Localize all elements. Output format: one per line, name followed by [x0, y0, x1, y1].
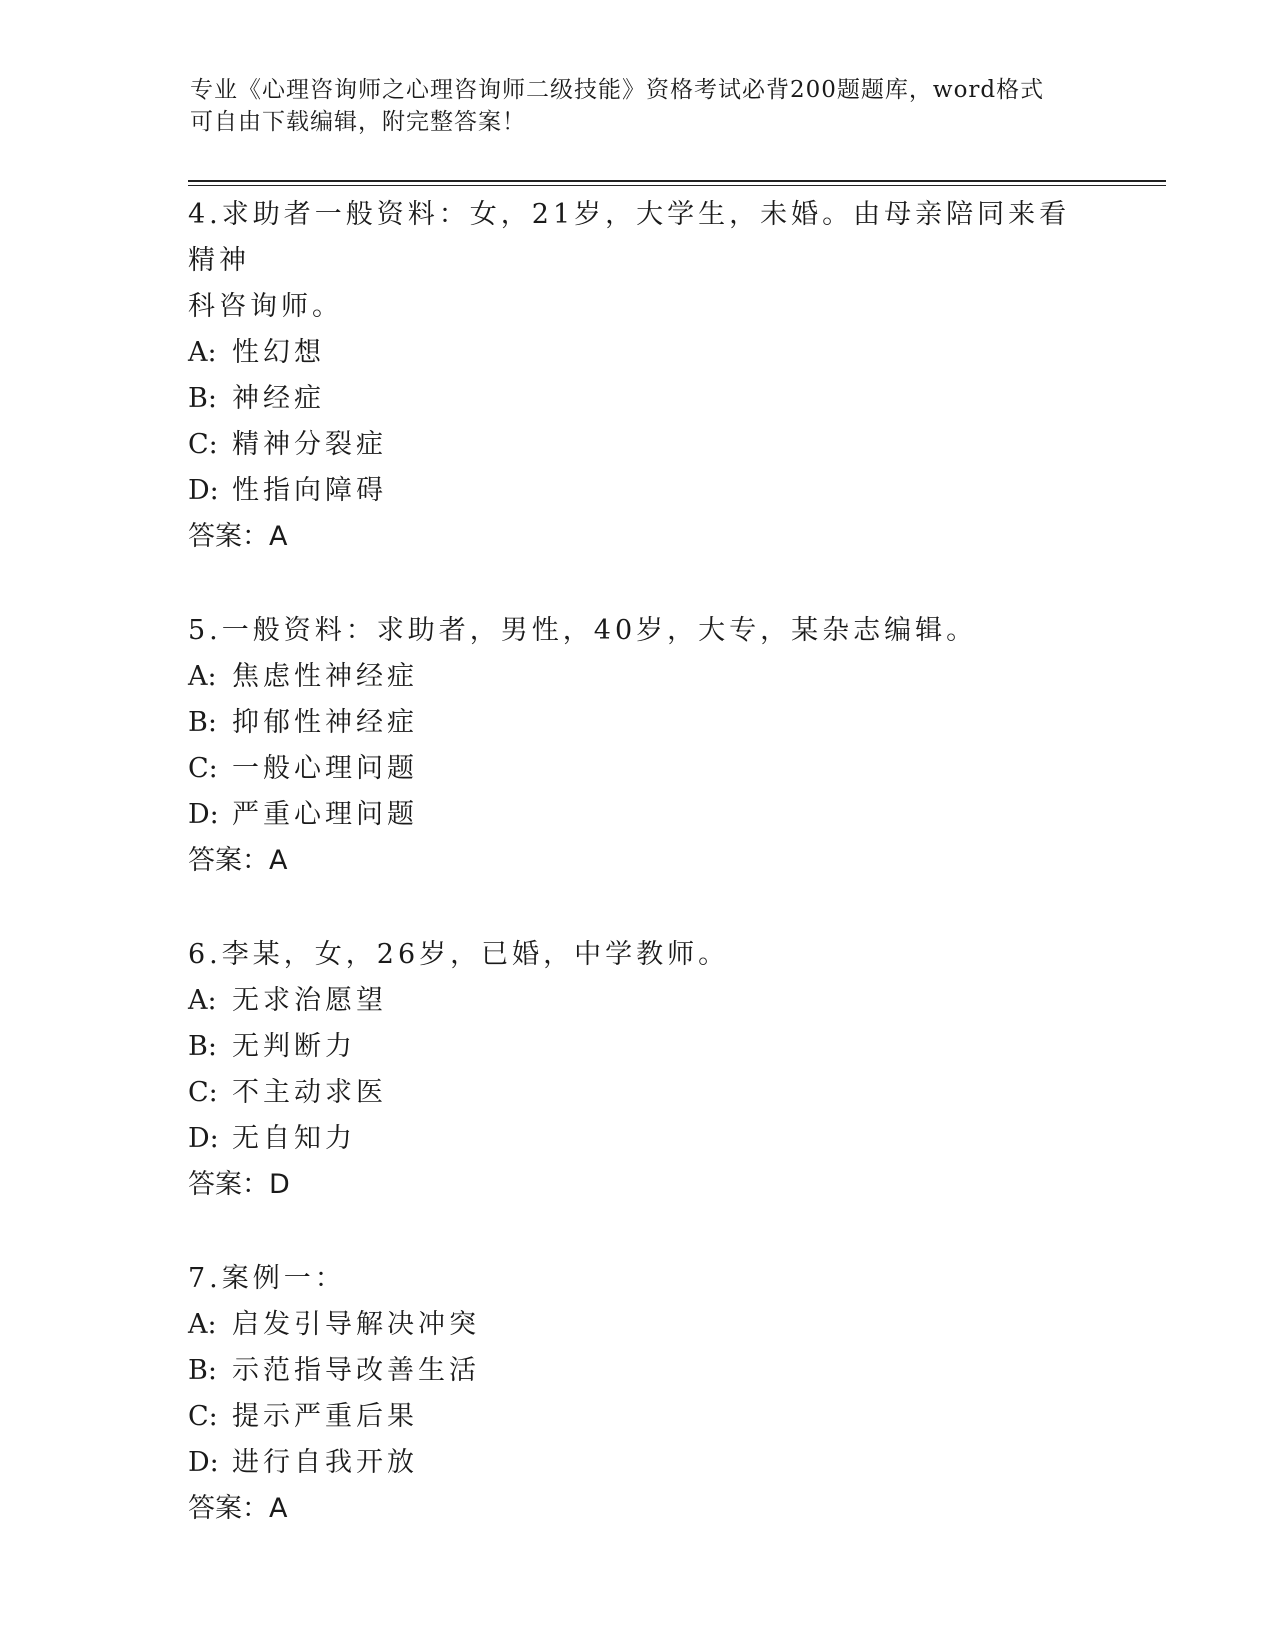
option-letter: D:	[188, 1123, 219, 1154]
question-item	[188, 1256, 1088, 1532]
option-c	[188, 746, 1088, 792]
question-item	[188, 608, 1088, 884]
question-stem: 6.李某，女，26岁，已婚，中学教师。	[188, 939, 730, 970]
option-letter: A:	[188, 337, 217, 368]
header-title-line-1: 专业《心理咨询师之心理咨询师二级技能》资格考试必背200题题库，word格式	[190, 77, 1045, 103]
answer-line: 答案：A	[188, 1493, 288, 1524]
option-b	[188, 376, 1088, 422]
question-item	[188, 192, 1088, 560]
header-title-line-2: 可自由下载编辑，附完整答案！	[190, 109, 526, 135]
option-text: 性幻想	[232, 337, 325, 368]
option-text: 神经症	[232, 383, 325, 414]
option-text: 进行自我开放	[232, 1447, 418, 1478]
option-text: 精神分裂症	[232, 429, 387, 460]
option-d	[188, 1116, 1088, 1162]
question-stem-continued: 科咨询师。	[188, 291, 343, 322]
option-letter: B:	[188, 383, 217, 414]
answer-line: 答案：D	[188, 1169, 290, 1200]
option-text: 抑郁性神经症	[232, 707, 418, 738]
option-c	[188, 422, 1088, 468]
option-text: 严重心理问题	[232, 799, 418, 830]
option-letter: A:	[188, 661, 217, 692]
option-c	[188, 1394, 1088, 1440]
option-a	[188, 1302, 1088, 1348]
answer-line: 答案：A	[188, 845, 288, 876]
option-letter: A:	[188, 1309, 217, 1340]
option-letter: D:	[188, 799, 219, 830]
option-text: 启发引导解决冲突	[232, 1309, 480, 1340]
option-text: 焦虑性神经症	[232, 661, 418, 692]
option-letter: B:	[188, 1355, 217, 1386]
option-a	[188, 978, 1088, 1024]
answer-line: 答案：A	[188, 521, 288, 552]
question-list	[188, 192, 1088, 1580]
option-a	[188, 654, 1088, 700]
header-divider-thin	[188, 185, 1166, 186]
option-letter: B:	[188, 707, 217, 738]
option-text: 示范指导改善生活	[232, 1355, 480, 1386]
document-header	[190, 74, 1090, 138]
option-c	[188, 1070, 1088, 1116]
option-letter: D:	[188, 475, 219, 506]
option-text: 不主动求医	[232, 1077, 387, 1108]
option-b	[188, 1348, 1088, 1394]
option-letter: C:	[188, 1401, 218, 1432]
option-d	[188, 792, 1088, 838]
question-stem: 4.求助者一般资料：女，21岁，大学生，未婚。由母亲陪同来看精神	[188, 199, 1071, 276]
option-letter: A:	[188, 985, 217, 1016]
option-text: 无自知力	[232, 1123, 356, 1154]
header-divider-thick	[188, 180, 1166, 182]
option-text: 提示严重后果	[232, 1401, 418, 1432]
option-letter: B:	[188, 1031, 217, 1062]
option-text: 性指向障碍	[232, 475, 387, 506]
option-d	[188, 1440, 1088, 1486]
option-letter: C:	[188, 753, 218, 784]
question-stem: 7.案例一：	[188, 1263, 346, 1294]
option-b	[188, 700, 1088, 746]
question-stem: 5.一般资料：求助者，男性，40岁，大专，某杂志编辑。	[188, 615, 978, 646]
option-d	[188, 468, 1088, 514]
option-text: 无判断力	[232, 1031, 356, 1062]
question-item	[188, 932, 1088, 1208]
option-letter: D:	[188, 1447, 219, 1478]
option-b	[188, 1024, 1088, 1070]
option-letter: C:	[188, 429, 218, 460]
option-text: 一般心理问题	[232, 753, 418, 784]
option-text: 无求治愿望	[232, 985, 387, 1016]
option-a	[188, 330, 1088, 376]
option-letter: C:	[188, 1077, 218, 1108]
